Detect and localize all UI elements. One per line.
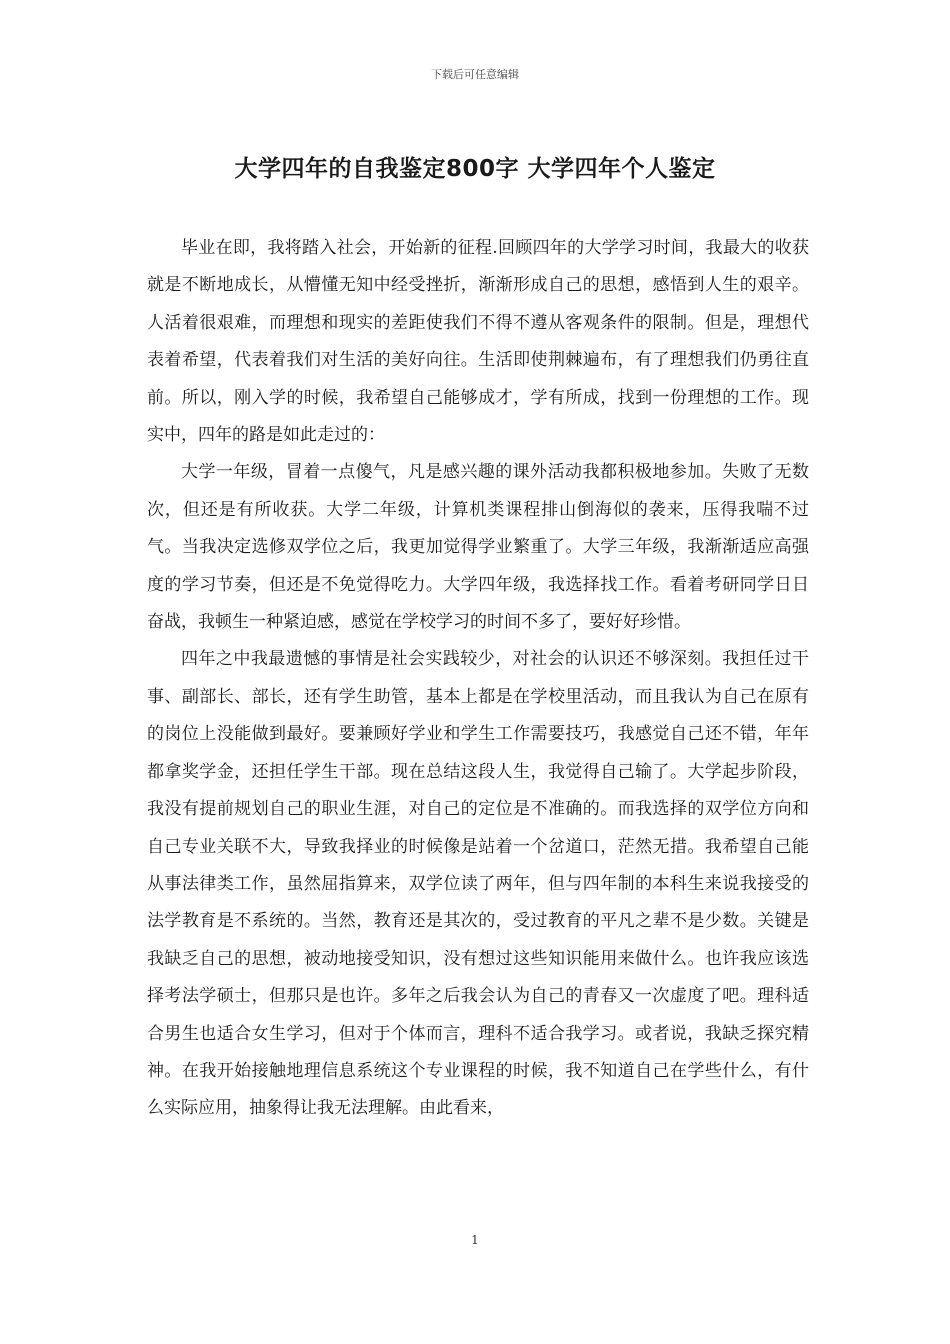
header-note: 下载后可任意编辑 <box>431 68 519 81</box>
paragraph-1: 毕业在即，我将踏入社会，开始新的征程.回顾四年的大学学习时间，我最大的收获就是不断地成长，从懵懂无知中经受挫折，渐渐形成自己的思想，感悟到人生的艰辛。人活着很艰难，而理想和现实的差距使我们不得不遵从客观条件的限制。但是，理想代表着希望，代表着我们对生活的美好向往。生活即使荆棘遍布，有了理想我们仍勇往直前。所以，刚入学的时候，我希望自己能够成才，学有所成，找到一份理想的工作。现实中，四年的路是如此走过的： <box>147 238 809 446</box>
paragraph-2: 大学一年级，冒着一点傻气，凡是感兴趣的课外活动我都积极地参加。失败了无数次，但还是有所收获。大学二年级，计算机类课程排山倒海似的袭来，压得我喘不过气。当我决定选修双学位之后，我更加觉得学业繁重了。大学三年级，我渐渐适应高强度的学习节奏，但还是不免觉得吃力。大学四年级，我选择找工作。看着考研同学日日奋战，我顿生一种紧迫感，感觉在学校学习的时间不多了，要好好珍惜。 <box>147 462 809 633</box>
document-title: 大学四年的自我鉴定800字 大学四年个人鉴定 <box>234 156 716 182</box>
document-body <box>147 230 809 1128</box>
paragraph-3: 四年之中我最遗憾的事情是社会实践较少，对社会的认识还不够深刻。我担任过干事、副部长、部长，还有学生助管，基本上都是在学校里活动，而且我认为自己在原有的岗位上没能做到最好。要兼顾好学业和学生工作需要技巧，我感觉自己还不错，年年都拿奖学金，还担任学生干部。现在总结这段人生，我觉得自己输了。大学起步阶段，我没有提前规划自己的职业生涯，对自己的定位是不准确的。而我选择的双学位方向和自己专业关联不大，导致我择业的时候像是站着一个岔道口，茫然无措。我希望自己能从事法律类工作，虽然屈指算来，双学位读了两年，但与四年制的本科生来说我接受的法学教育是不系统的。当然，教育还是其次的，受过教育的平凡之辈不是少数。关键是我缺乏自己的思想，被动地接受知识，没有想过这些知识能用来做什么。也许我应该选择考法学硕士，但那只是也许。多年之后我会认为自己的青春又一次虚度了吧。理科适合男生也适合女生学习，但对于个体而言，理科不适合我学习。或者说，我缺乏探究精神。在我开始接触地理信息系统这个专业课程的时候，我不知道自己在学些什么，有什么实际应用，抽象得让我无法理解。由此看来， <box>147 649 809 1119</box>
page-number: 1 <box>471 1233 479 1247</box>
